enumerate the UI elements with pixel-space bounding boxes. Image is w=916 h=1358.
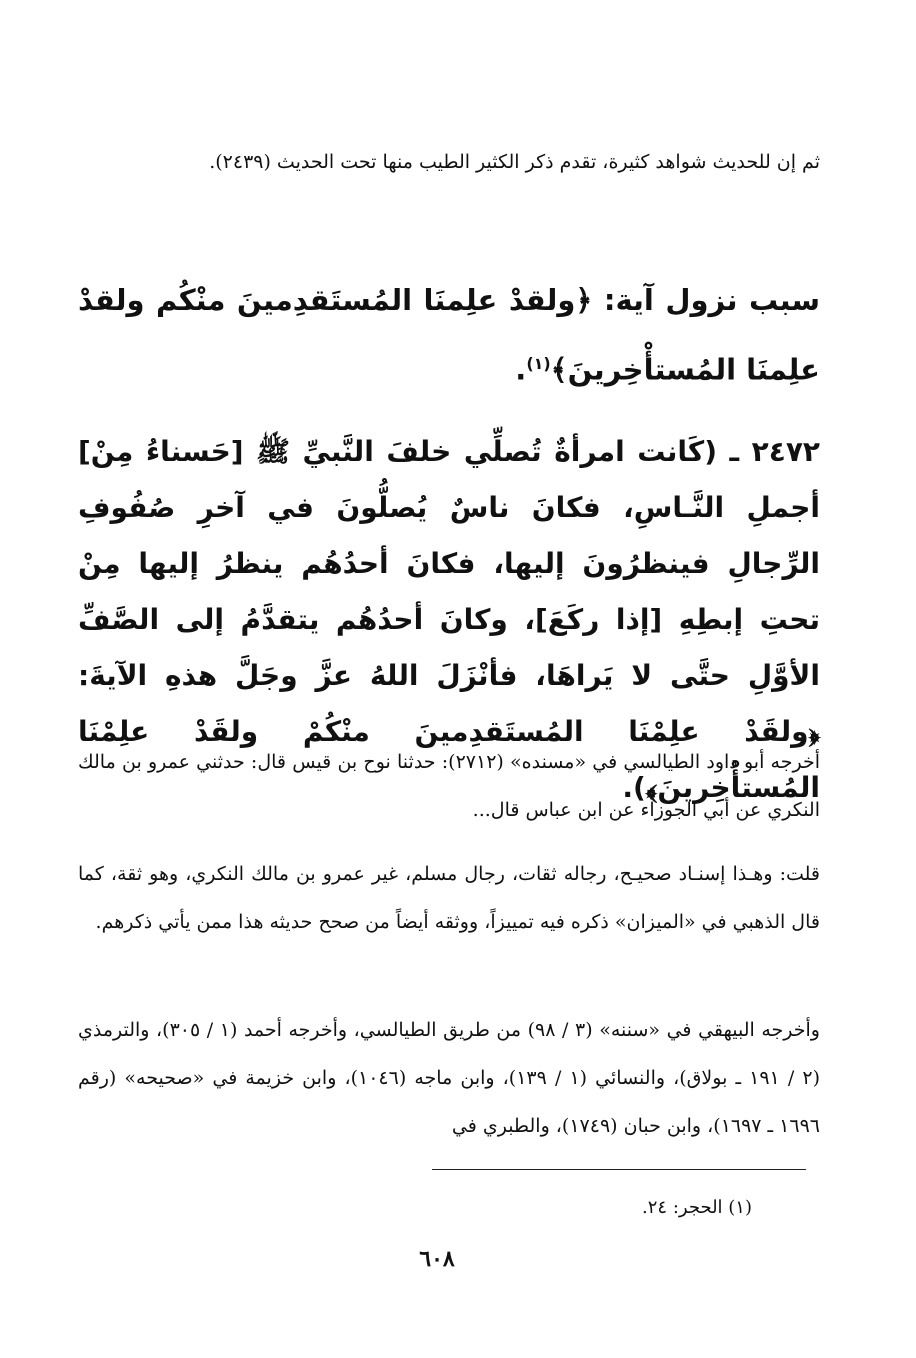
heading-text: سبب نزول آية: ﴿ولقدْ علِمنَا المُستَقدِمينَ منْكُم ولقدْ علِمنَا المُستأْخِرينَ﴾: [78, 283, 820, 387]
section-heading: [78, 268, 820, 402]
hadith-text: ٢٤٧٢ ـ (كَانت امرأةٌ تُصلِّي خلفَ النَّبيِّ ﷺ [حَسناءُ مِنْ] أجملِ النَّـاسِ، فكانَ ناسٌ يُصلُّونَ في آخرِ صُفُوفِ الرِّجالِ فينظرُونَ إليها، فكانَ أحدُهُم ينظرُ إليها مِنْ تحتِ إبطِهِ [إذا ركَعَ]، وكانَ أحدُهُم يتقدَّمُ إلى الصَّفِّ الأوَّلِ حتَّى لا يَراهَا، فأنْزَلَ اللهُ عزَّ وجَلَّ هذهِ الآيةَ: ﴿ولقَدْ علِمْنَا المُستَقدِمينَ منْكُمْ ولقَدْ علِمْنَا المُستأْخِرينَ﴾).: [78, 435, 820, 804]
takhrij-paragraph-2: قلت: وهـذا إسنـاد صحيـح، رجاله ثقات، رجال مسلم، غير عمرو بن مالك النكري، وهو ثقة، كما قال الذهبي في «الميزان» ذكره فيه تمييزاً، ووثقه أيضاً من صحح حديثه هذا ممن يأتي ذكرهم.: [78, 863, 820, 933]
page-number: ٦٠٨: [419, 1246, 455, 1272]
footnote: (١) الحجر: ٢٤.: [642, 1197, 752, 1218]
intro-paragraph: ثم إن للحديث شواهد كثيرة، تقدم ذكر الكثير الطيب منها تحت الحديث (٢٤٣٩).: [209, 151, 820, 173]
heading-end: .: [515, 352, 527, 387]
takhrij-paragraph-3: وأخرجه البيهقي في «سننه» (٣ / ٩٨) من طريق الطيالسي، وأخرجه أحمد (١ / ٣٠٥)، والترمذي (٢ / ١٩١ ـ بولاق)، والنسائي (١ / ١٣٩)، وابن ماجه (١٠٤٦)، وابن خزيمة في «صحيحه» (رقم ١٦٩٦ ـ ١٦٩٧)، وابن حبان (١٧٤٩)، والطبري في: [78, 1019, 820, 1137]
footnote-divider: [432, 1169, 806, 1170]
takhrij-paragraph-1: أخرجه أبو داود الطيالسي في «مسنده» (٢٧١٢): حدثنا نوح بن قيس قال: حدثني عمرو بن مالك النكري عن أبي الجوزاء عن ابن عباس قال...: [78, 751, 820, 821]
footnote-reference: (١): [526, 354, 551, 373]
